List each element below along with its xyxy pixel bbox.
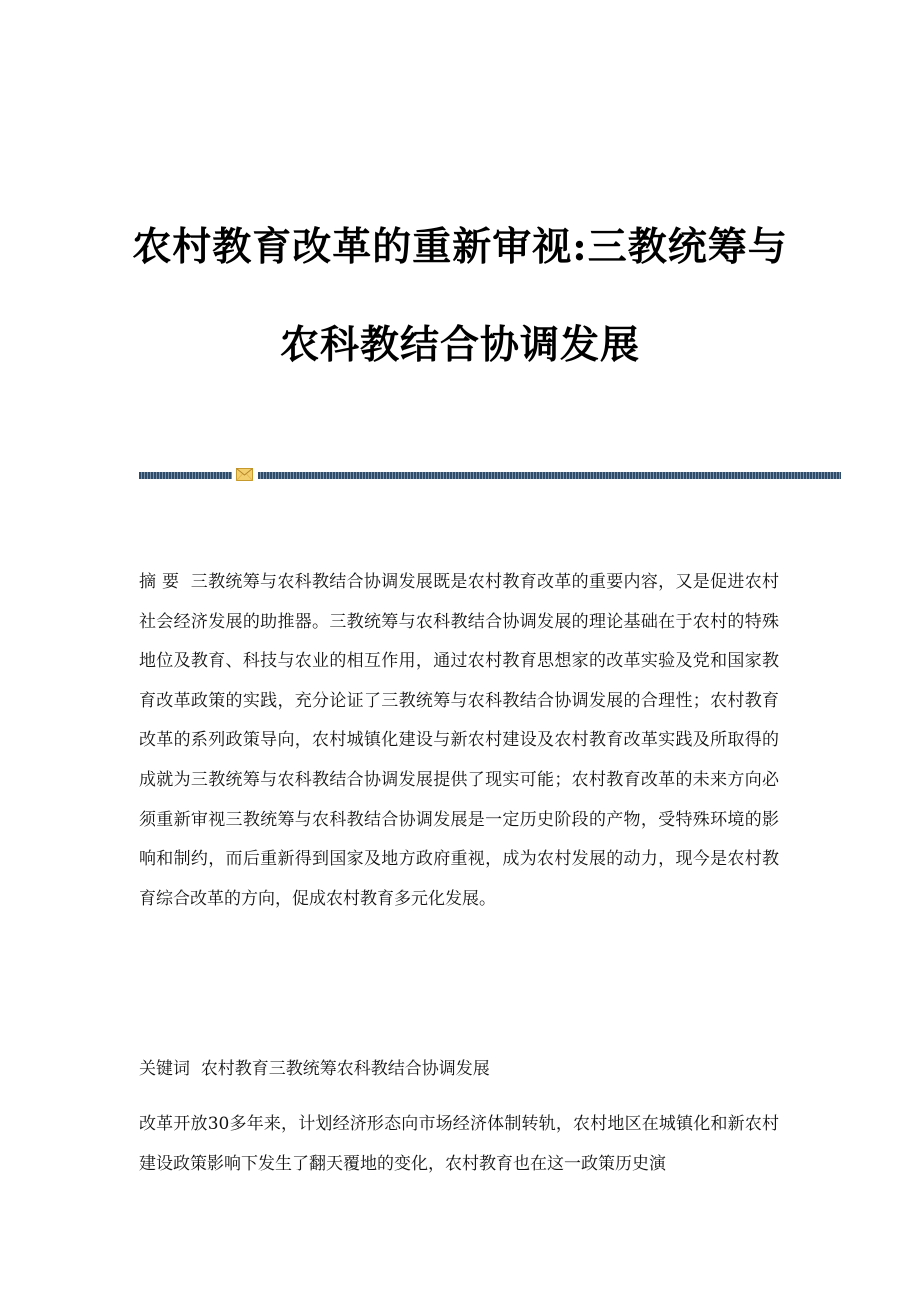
abstract-label: 摘 要 xyxy=(139,572,180,592)
keywords-text: 农村教育三教统筹农科教结合协调发展 xyxy=(200,1059,490,1079)
divider-bar-left xyxy=(139,472,232,479)
abstract-paragraph xyxy=(139,563,779,919)
divider-bar-right xyxy=(258,472,841,479)
abstract-text: 三教统筹与农科教结合协调发展既是农村教育改革的重要内容，又是促进农村社会经济发展的助推器。三教统筹与农科教结合协调发展的理论基础在于农村的特殊地位及教育、科技与农业的相互作用，通过农村教育思想家的改革实验及党和国家教育改革政策的实践，充分论证了三教统筹与农科教结合协调发展的合理性；农村教育改革的系列政策导向，农村城镇化建设与新农村建设及农村教育改革实践及所取得的成就为三教统筹与农科教结合协调发展提供了现实可能；农村教育改革的未来方向必须重新审视三教统筹与农科教结合协调发展是一定历史阶段的产物，受特殊环境的影响和制约，而后重新得到国家及地方政府重视，成为农村发展的动力，现今是农村教育综合改革的方向，促成农村教育多元化发展。 xyxy=(139,572,780,909)
title-line-2: 农科教结合协调发展 xyxy=(279,322,640,368)
body-paragraph: 改革开放30多年来，计划经济形态向市场经济体制转轨，农村地区在城镇化和新农村建设政策影响下发生了翻天覆地的变化，农村教育也在这一政策历史演 xyxy=(139,1114,779,1174)
envelope-icon xyxy=(236,468,253,481)
title-divider xyxy=(139,468,841,482)
title-line-1: 农村教育改革的重新审视:三教统筹与 xyxy=(132,224,788,270)
keywords-label: 关键词 xyxy=(139,1059,190,1079)
keywords-line xyxy=(139,1050,779,1090)
